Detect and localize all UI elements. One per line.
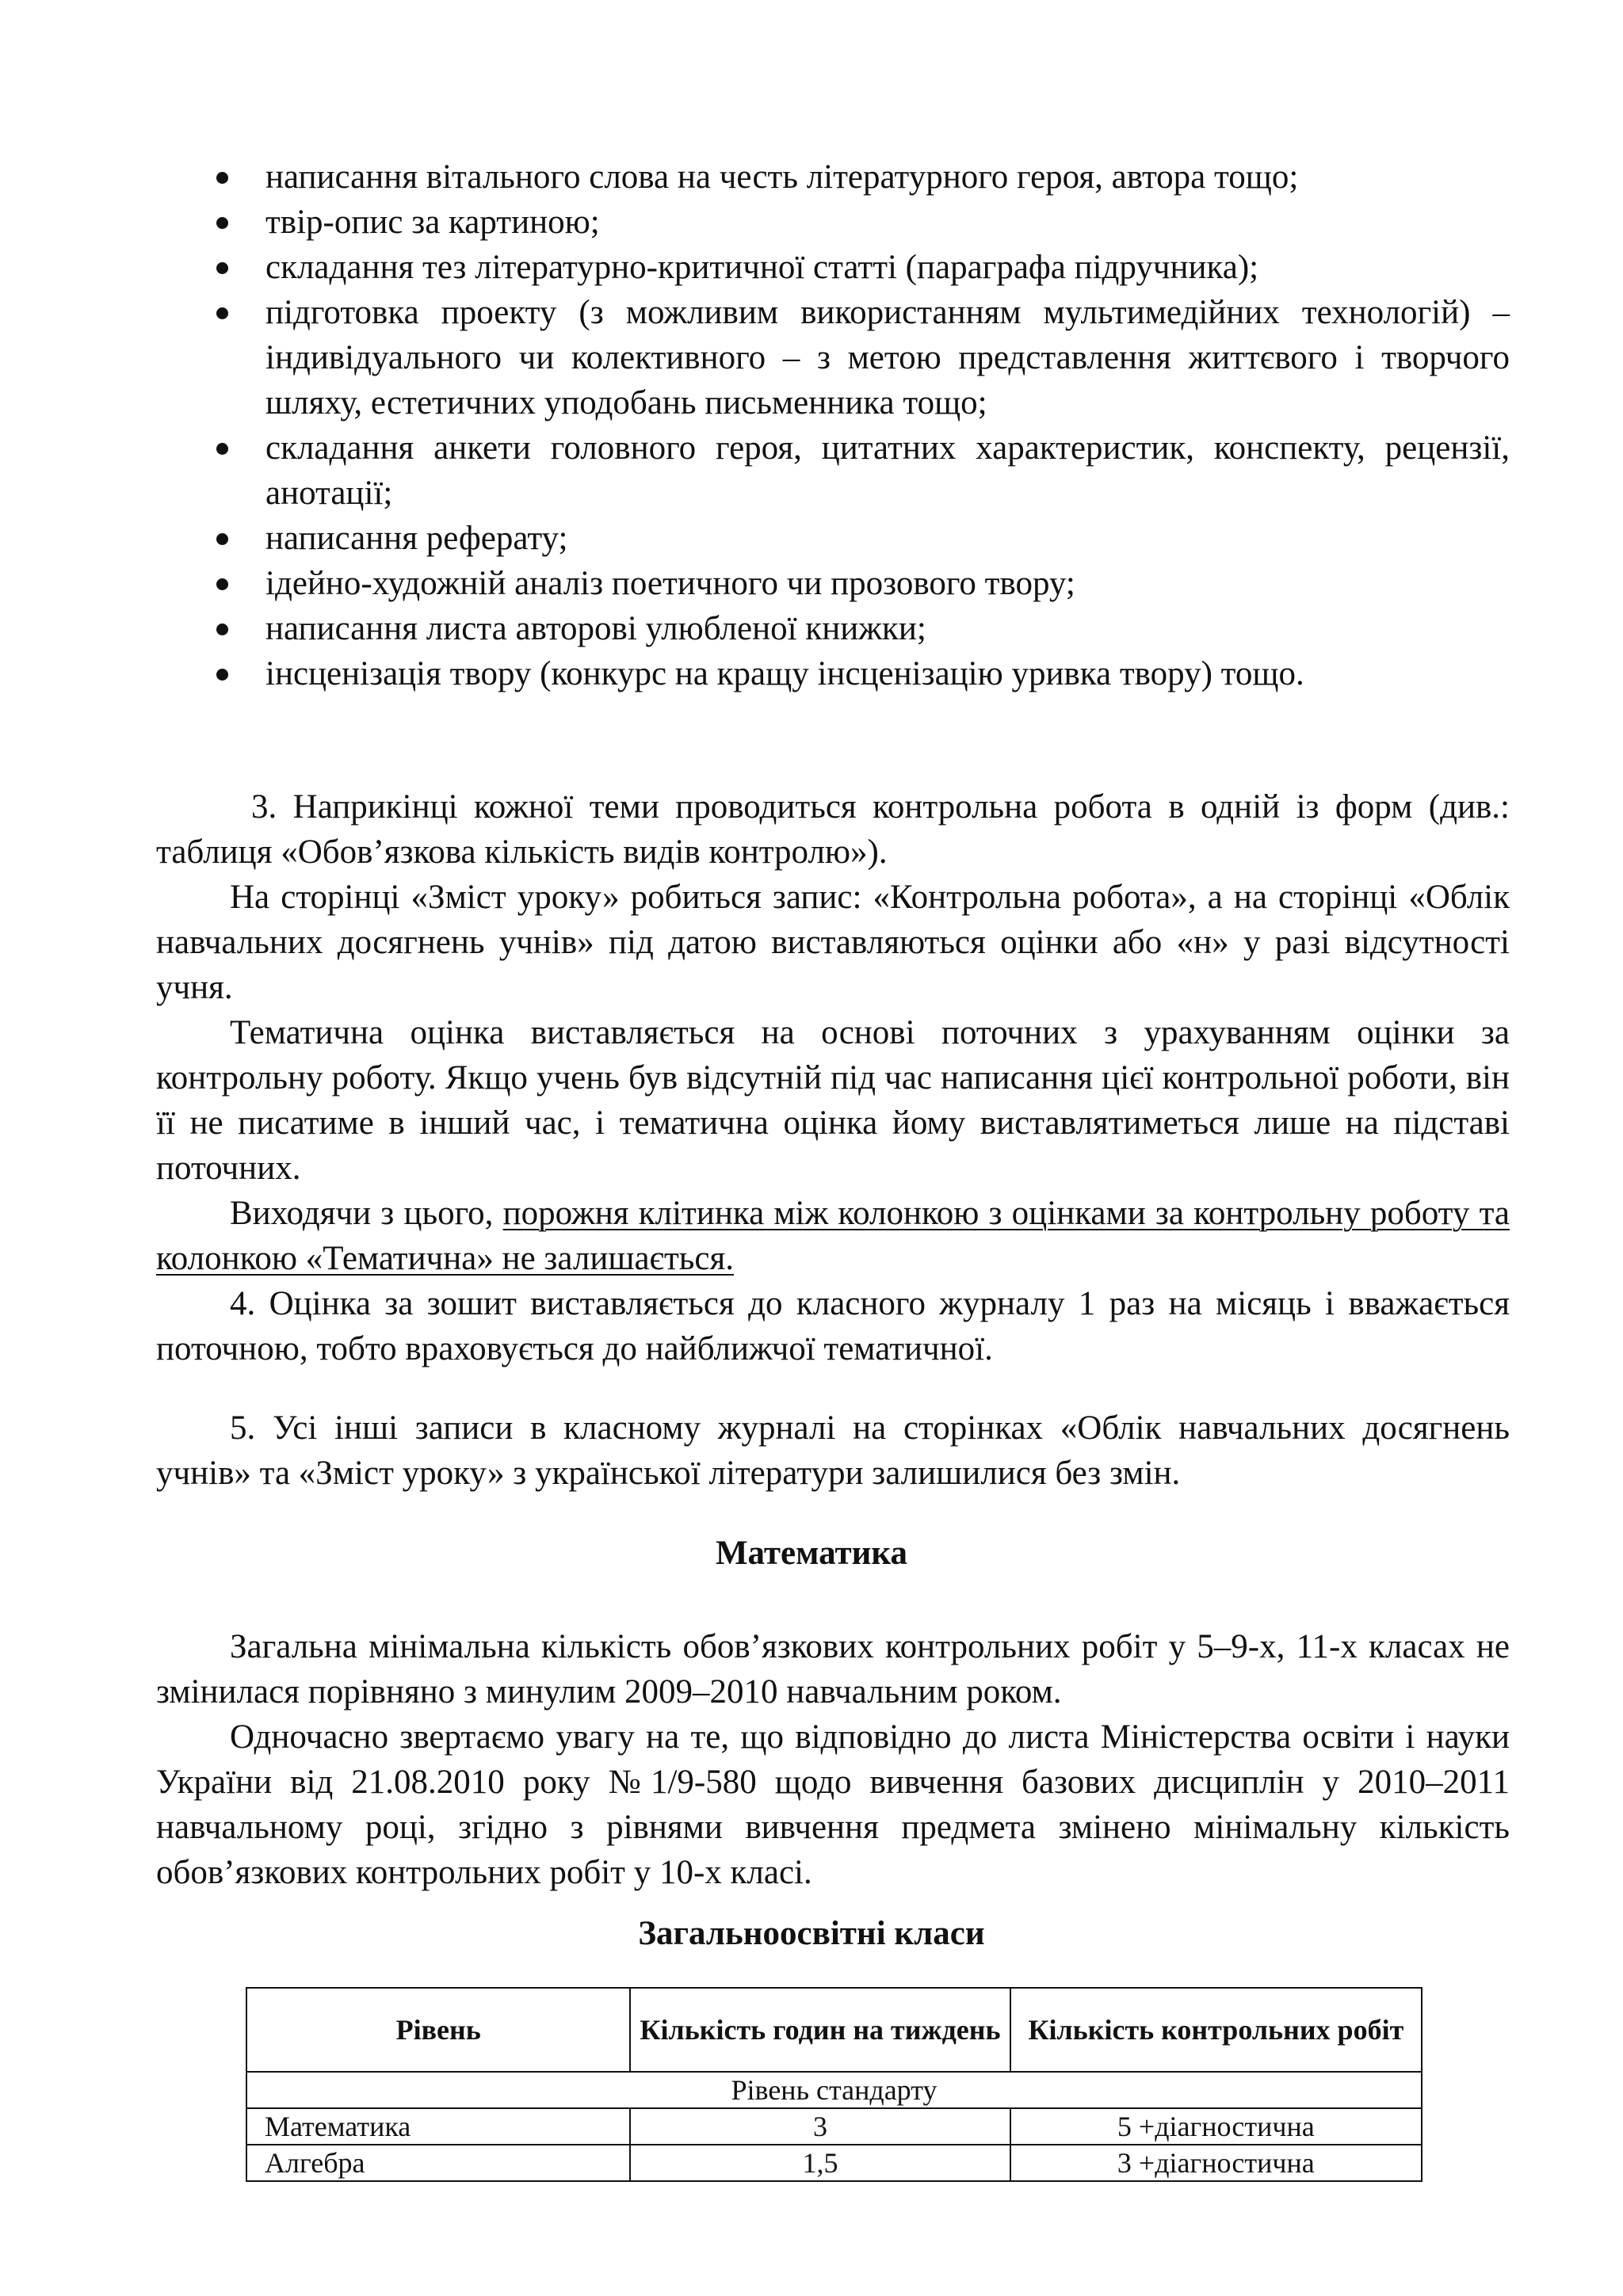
- header-hours: Кількість годин на тиждень: [630, 1988, 1010, 2072]
- paragraph-lesson-content: На сторінці «Зміст уроку» робиться запис: «Контрольна робота», а на сторінці «Облік навчальних досягнень учнів» під датою виставляються оцінки або «н» у разі відсутності учня.: [156, 879, 1510, 1006]
- paragraph-control-work: 3. Наприкінці кожної теми проводиться контрольна робота в одній із форм (див.: таблиця «Обов’язкова кількість видів контролю»).: [156, 788, 1510, 871]
- header-level: Рівень: [246, 1988, 630, 2072]
- paragraph-empty-cell-lead: Виходячи з цього,: [230, 1195, 503, 1232]
- list-item: складання тез літературно-критичної статті (параграфа підручника);: [214, 245, 1510, 290]
- table-header-row: [246, 1988, 1422, 2072]
- paragraph-notebook-grade: 4. Оцінка за зошит виставляється до класного журналу 1 раз на місяць і вважається поточною, тобто враховується до найближчої тематичної.: [156, 1285, 1510, 1367]
- paragraph-thematic-grade: Тематична оцінка виставляється на основі поточних з урахуванням оцінки за контрольну роботу. Якщо учень був відсутній під час написання цієї контрольної роботи, він її не писатиме в інший час, і тематична оцінка йому виставлятиметься лише на підставі поточних.: [156, 1014, 1510, 1187]
- paragraph-other-records: 5. Усі інші записи в класному журналі на сторінках «Облік навчальних досягнень учнів» та «Зміст уроку» з української літератури залишилися без змін.: [156, 1409, 1510, 1492]
- cell-subject: Математика: [246, 2108, 630, 2145]
- header-works: Кількість контрольних робіт: [1010, 1988, 1422, 2072]
- list-item: написання реферату;: [214, 516, 1510, 561]
- control-works-table: [246, 1987, 1423, 2182]
- cell-subject: Алгебра: [246, 2145, 630, 2181]
- cell-works: 3 +діагностична: [1010, 2145, 1422, 2181]
- heading-math: Математика: [715, 1535, 908, 1572]
- list-item: інсценізація твору (конкурс на кращу інсценізацію уривка твору) тощо.: [214, 651, 1510, 696]
- list-item: твір-опис за картиною;: [214, 200, 1510, 245]
- cell-hours: 1,5: [630, 2145, 1010, 2181]
- table-section-row: [246, 2072, 1422, 2108]
- list-item: написання вітального слова на честь літературного героя, автора тощо;: [214, 154, 1510, 200]
- heading-general-classes: Загальноосвітні класи: [638, 1915, 985, 1952]
- list-item: підготовка проекту (з можливим використанням мультимедійних технологій) – індивідуального чи колективного – з метою представлення життєвого і творчого шляху, естетичних уподобань письменника тощо;: [214, 290, 1510, 425]
- list-item: ідейно-художній аналіз поетичного чи прозового твору;: [214, 561, 1510, 606]
- underlined-rule: порожня клітинка між колонкою з оцінками за контрольну роботу та колонкою «Тематична» не залишається.: [156, 1195, 1510, 1277]
- cell-hours: 3: [630, 2108, 1010, 2145]
- list-item: написання листа авторові улюбленої книжки;: [214, 606, 1510, 651]
- paragraph-ministry-letter: Одночасно звертаємо увагу на те, що відповідно до листа Міністерства освіти і науки України від 21.08.2010 року №1/9-580 щодо вивчення базових дисциплін у 2010–2011 навчальному році, згідно з рівнями вивчення предмета змінено мінімальну кількість обов’язкових контрольних робіт у 10-х класі.: [156, 1718, 1510, 1891]
- table-row: [246, 2145, 1422, 2181]
- paragraph-math-minimum: Загальна мінімальна кількість обов’язкових контрольних робіт у 5–9-х, 11-х класах не змінилася порівняно з минулим 2009–2010 навчальним роком.: [156, 1628, 1510, 1711]
- paragraph-empty-cell: [156, 1191, 1510, 1281]
- section-standard-level: Рівень стандарту: [246, 2072, 1422, 2108]
- activity-list: [214, 154, 1510, 696]
- table-row: [246, 2108, 1422, 2145]
- list-item: складання анкети головного героя, цитатних характеристик, конспекту, рецензії, анотації;: [214, 425, 1510, 516]
- cell-works: 5 +діагностична: [1010, 2108, 1422, 2145]
